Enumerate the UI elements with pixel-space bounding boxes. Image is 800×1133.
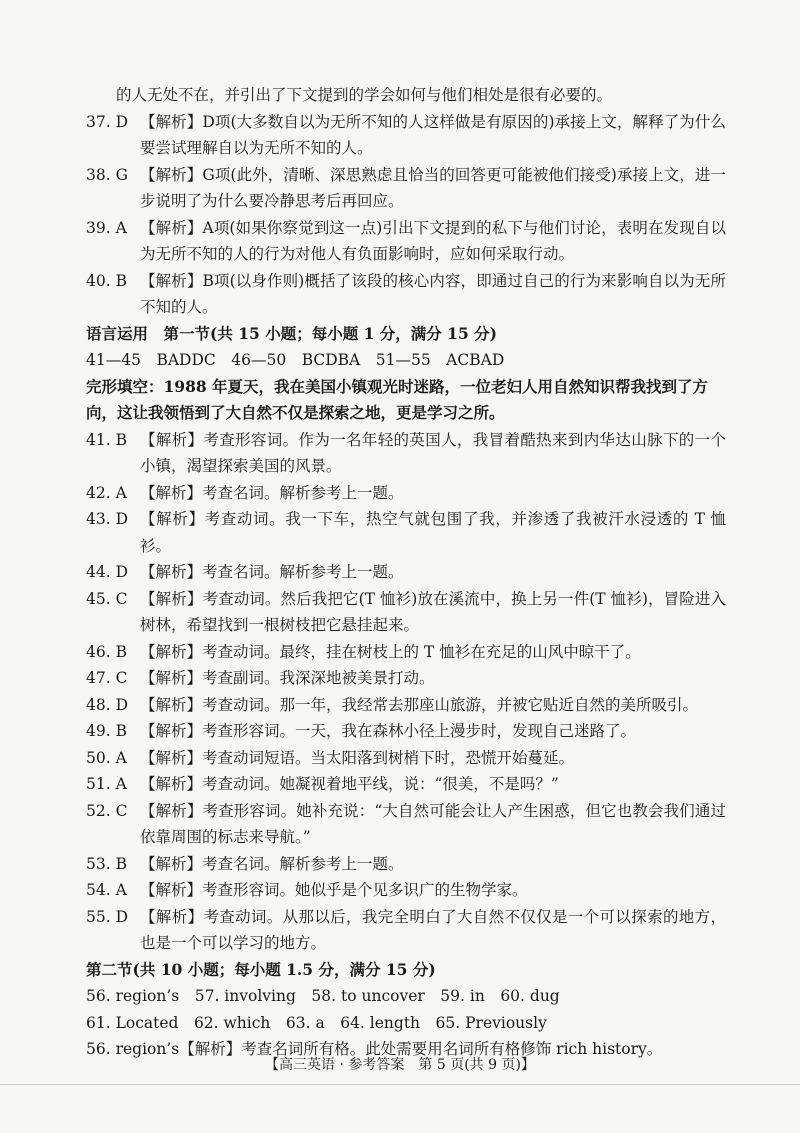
answer-number: 52. C — [86, 801, 128, 820]
answer-entry-39 — [86, 215, 726, 268]
answer-explanation: 【解析】考查名词。解析参考上一题。 — [140, 483, 404, 502]
answer-explanation: 【解析】考查动词。她凝视着地平线，说：“很美，不是吗？” — [140, 775, 559, 793]
answer-number: 54. A — [86, 881, 127, 899]
answer-explanation: 【解析】考查动词。从那以后，我完全明白了大自然不仅仅是一个可以探索的地方，也是一个可以学习的地方。 — [140, 907, 726, 952]
answer-explanation: 【解析】考查副词。我深深地被美景打动。 — [140, 669, 435, 687]
answer-number: 48. D — [86, 695, 129, 714]
answer-number: 50. A — [86, 748, 127, 767]
footer-divider — [0, 1084, 800, 1085]
answer-entry-42 — [86, 480, 726, 507]
answer-explanation: 【解析】考查动词。最终，挂在树枝上的 T 恤衫在充足的山风中晾干了。 — [140, 642, 641, 661]
answer-explanation: 【解析】考查动词。那一年，我经常去那座山旅游，并被它贴近自然的美所吸引。 — [140, 695, 699, 714]
answer-number: 49. B — [86, 722, 127, 740]
answer-entry-49 — [86, 718, 726, 745]
answer-number: 38. G — [86, 165, 128, 184]
answer-explanation: 【解析】考查形容词。一天，我在森林小径上漫步时，发现自己迷路了。 — [140, 722, 637, 740]
answer-explanation: 【解析】考查名词。解析参考上一题。 — [140, 854, 404, 873]
answer-explanation: 【解析】B项(以身作则)概括了该段的核心内容，即通过自己的行为来影响自以为无所不知的人。 — [140, 271, 726, 316]
answer-number: 51. A — [86, 775, 127, 793]
answer-number: 44. D — [86, 563, 129, 581]
answer-entry-48 — [86, 692, 726, 719]
answer-explanation: 【解析】考查形容词。作为一名年轻的英国人，我冒着酷热来到内华达山脉下的一个小镇，渴望探索美国的风景。 — [140, 430, 726, 475]
answer-number: 45. C — [86, 589, 128, 608]
page-content — [86, 82, 726, 1063]
answer-explanation: 【解析】考查动词短语。当太阳落到树梢下时，恐慌开始蔓延。 — [140, 748, 575, 767]
answer-summary-2b: 61. Located 62. which 63. a 64. length 65. Previously — [86, 1013, 547, 1032]
answer-number: 47. C — [86, 669, 128, 687]
answer-entry-44 — [86, 559, 726, 586]
answer-summary-2a: 56. region’s 57. involving 58. to uncover 59. in 60. dug — [86, 987, 560, 1005]
answer-number: 53. B — [86, 854, 127, 873]
answer-entry-52 — [86, 798, 726, 851]
page-footer — [0, 1054, 800, 1074]
answer-explanation: 【解析】考查名词所有格。此处需要用名词所有格修饰 rich history。 — [179, 1040, 663, 1058]
answer-entry-55 — [86, 904, 726, 957]
answer-explanation: 【解析】考查动词。我一下车，热空气就包围了我，并渗透了我被汗水浸透的 T 恤衫。 — [140, 510, 726, 555]
answer-number: 37. D — [86, 112, 129, 131]
answer-explanation: 【解析】考查形容词。她补充说：“大自然可能会让人产生困惑，但它也教会我们通过依靠周围的标志来导航。” — [140, 801, 726, 846]
answer-number: 43. D — [86, 510, 129, 528]
cloze-summary: 完形填空：1988 年夏天，我在美国小镇观光时迷路，一位老妇人用自然知识帮我找到了方向，这让我领悟到了大自然不仅是探索之地，更是学习之所。 — [86, 376, 709, 422]
answer-entry-53 — [86, 851, 726, 878]
answer-entry-40 — [86, 268, 726, 321]
answer-entry-43 — [86, 506, 726, 559]
answer-number: 55. D — [86, 907, 129, 926]
continued-line: 的人无处不在，并引出了下文提到的学会如何与他们相处是很有必要的。 — [116, 86, 613, 104]
answer-explanation: 【解析】考查形容词。她似乎是个见多识广的生物学家。 — [140, 881, 528, 899]
section-heading-1: 语言运用 第一节(共 15 小题；每小题 1 分，满分 15 分) — [86, 323, 497, 343]
answer-number: 56. region’s — [86, 1040, 180, 1058]
answer-explanation: 【解析】考查动词。然后我把它(T 恤衫)放在溪流中，换上另一件(T 恤衫)，冒险进入树林，希望找到一根树枝把它悬挂起来。 — [140, 589, 726, 634]
answer-explanation: 【解析】D项(大多数自以为无所不知的人这样做是有原因的)承接上文，解释了为什么要尝试理解自以为无所不知的人。 — [140, 112, 726, 157]
answer-entry-50 — [86, 745, 726, 772]
answer-entry-54 — [86, 877, 726, 904]
answer-number: 41. B — [86, 430, 127, 449]
answer-entry-37 — [86, 109, 726, 162]
answer-entry-51 — [86, 771, 726, 798]
answer-number: 42. A — [86, 483, 127, 502]
answer-summary-1: 41—45 BADDC 46—50 BCDBA 51—55 ACBAD — [86, 351, 505, 369]
answer-entry-45 — [86, 586, 726, 639]
answer-number: 40. B — [86, 271, 127, 290]
footer-text: 【高三英语 · 参考答案 第 5 页(共 9 页)】 — [265, 1057, 535, 1073]
answer-number: 39. A — [86, 218, 127, 237]
answer-number: 46. B — [86, 642, 127, 661]
answer-explanation: 【解析】考查名词。解析参考上一题。 — [140, 563, 404, 581]
answer-explanation: 【解析】G项(此外，清晰、深思熟虑且恰当的回答更可能被他们接受)承接上文，进一步说明了为什么要冷静思考后再回应。 — [140, 165, 726, 210]
answer-entry-47 — [86, 665, 726, 692]
answer-entry-41 — [86, 427, 726, 480]
answer-entry-38 — [86, 162, 726, 215]
section-heading-2: 第二节(共 10 小题；每小题 1.5 分，满分 15 分) — [86, 959, 436, 979]
answer-entry-46 — [86, 639, 726, 666]
answer-explanation: 【解析】A项(如果你察觉到这一点)引出下文提到的私下与他们讨论，表明在发现自以为无所不知的人的行为对他人有负面影响时，应如何采取行动。 — [140, 218, 726, 263]
